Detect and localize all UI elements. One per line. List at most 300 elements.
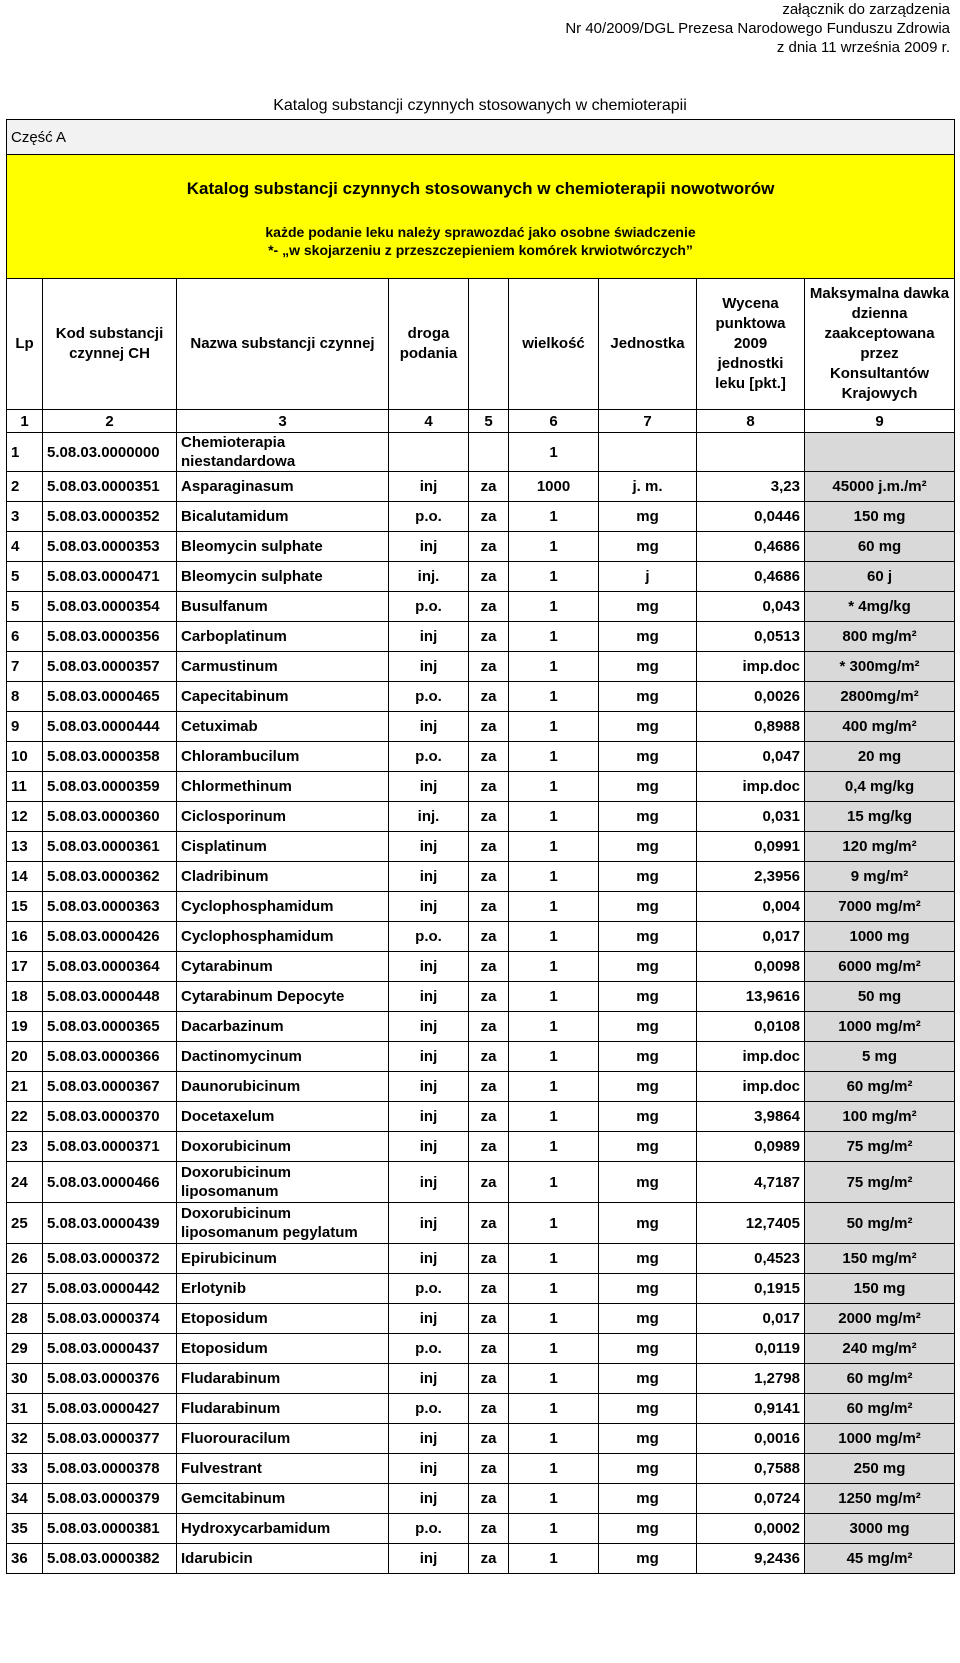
cell-droga: inj bbox=[389, 1544, 469, 1574]
cell-wielkosc: 1 bbox=[509, 1334, 599, 1364]
banner-cell bbox=[7, 155, 955, 279]
cell-jednostka: mg bbox=[599, 592, 697, 622]
cell-wycena: 0,043 bbox=[697, 592, 805, 622]
cell-droga: inj bbox=[389, 652, 469, 682]
table-row bbox=[7, 982, 955, 1012]
cell-dawka: 20 mg bbox=[805, 742, 955, 772]
cell-wielkosc: 1 bbox=[509, 1544, 599, 1574]
col-number: 4 bbox=[389, 410, 469, 433]
table-row bbox=[7, 1394, 955, 1424]
cell-lp: 8 bbox=[7, 682, 43, 712]
cell-lp: 22 bbox=[7, 1102, 43, 1132]
cell-wycena: 0,8988 bbox=[697, 712, 805, 742]
cell-kod: 5.08.03.0000466 bbox=[43, 1162, 177, 1203]
cell-lp: 33 bbox=[7, 1454, 43, 1484]
cell-jednostka: mg bbox=[599, 622, 697, 652]
cell-lp: 14 bbox=[7, 862, 43, 892]
cell-droga: p.o. bbox=[389, 682, 469, 712]
cell-nazwa: Bleomycin sulphate bbox=[177, 532, 389, 562]
table-row bbox=[7, 1102, 955, 1132]
cell-kod: 5.08.03.0000370 bbox=[43, 1102, 177, 1132]
cell-jednostka: j. m. bbox=[599, 472, 697, 502]
cell-wielkosc: 1 bbox=[509, 772, 599, 802]
cell-lp: 7 bbox=[7, 652, 43, 682]
cell-wycena: 13,9616 bbox=[697, 982, 805, 1012]
cell-wycena: 0,4523 bbox=[697, 1244, 805, 1274]
cell-jednostka: mg bbox=[599, 922, 697, 952]
cell-droga: inj bbox=[389, 772, 469, 802]
cell-wielkosc: 1 bbox=[509, 1514, 599, 1544]
cell-droga: inj bbox=[389, 982, 469, 1012]
cell-dawka: 100 mg/m² bbox=[805, 1102, 955, 1132]
cell-kod: 5.08.03.0000356 bbox=[43, 622, 177, 652]
cell-wielkosc: 1 bbox=[509, 1454, 599, 1484]
cell-za: za bbox=[469, 952, 509, 982]
cell-za: za bbox=[469, 502, 509, 532]
cell-wycena: 0,017 bbox=[697, 1304, 805, 1334]
cell-wycena: 0,0098 bbox=[697, 952, 805, 982]
cell-wielkosc: 1 bbox=[509, 1364, 599, 1394]
cell-lp: 19 bbox=[7, 1012, 43, 1042]
cell-wielkosc: 1 bbox=[509, 1304, 599, 1334]
cell-dawka: 60 mg/m² bbox=[805, 1364, 955, 1394]
cell-jednostka bbox=[599, 433, 697, 472]
cell-lp: 11 bbox=[7, 772, 43, 802]
cell-dawka: 60 j bbox=[805, 562, 955, 592]
cell-jednostka: mg bbox=[599, 952, 697, 982]
header-wycena: Wycena punktowa 2009 jednostki leku [pkt.] bbox=[697, 279, 805, 410]
table-row bbox=[7, 892, 955, 922]
header-lp: Lp bbox=[7, 279, 43, 410]
cell-za bbox=[469, 433, 509, 472]
cell-kod: 5.08.03.0000358 bbox=[43, 742, 177, 772]
cell-kod: 5.08.03.0000359 bbox=[43, 772, 177, 802]
cell-kod: 5.08.03.0000437 bbox=[43, 1334, 177, 1364]
cell-wielkosc: 1 bbox=[509, 1132, 599, 1162]
cell-wielkosc: 1 bbox=[509, 1072, 599, 1102]
cell-jednostka: mg bbox=[599, 1424, 697, 1454]
cell-kod: 5.08.03.0000366 bbox=[43, 1042, 177, 1072]
substances-table bbox=[6, 119, 955, 1574]
cell-droga: p.o. bbox=[389, 1394, 469, 1424]
cell-nazwa: Doxorubicinum liposomanum bbox=[177, 1162, 389, 1203]
cell-lp: 15 bbox=[7, 892, 43, 922]
attachment-note bbox=[565, 0, 950, 57]
cell-droga: p.o. bbox=[389, 502, 469, 532]
cell-droga: inj bbox=[389, 1132, 469, 1162]
cell-droga: inj bbox=[389, 862, 469, 892]
cell-wycena: 0,7588 bbox=[697, 1454, 805, 1484]
cell-dawka: 15 mg/kg bbox=[805, 802, 955, 832]
col-number: 6 bbox=[509, 410, 599, 433]
cell-dawka: 75 mg/m² bbox=[805, 1162, 955, 1203]
cell-wielkosc: 1 bbox=[509, 1203, 599, 1244]
cell-za: za bbox=[469, 562, 509, 592]
banner-row bbox=[7, 155, 955, 279]
cell-droga: inj bbox=[389, 1244, 469, 1274]
cell-jednostka: j bbox=[599, 562, 697, 592]
cell-dawka: 45000 j.m./m² bbox=[805, 472, 955, 502]
part-label: Część A bbox=[7, 120, 955, 155]
cell-wycena: 0,0002 bbox=[697, 1514, 805, 1544]
cell-za: za bbox=[469, 622, 509, 652]
cell-wielkosc: 1 bbox=[509, 982, 599, 1012]
cell-za: za bbox=[469, 802, 509, 832]
cell-dawka: 0,4 mg/kg bbox=[805, 772, 955, 802]
cell-lp: 1 bbox=[7, 433, 43, 472]
table-row bbox=[7, 1203, 955, 1244]
cell-wielkosc: 1 bbox=[509, 832, 599, 862]
cell-lp: 4 bbox=[7, 532, 43, 562]
cell-kod: 5.08.03.0000376 bbox=[43, 1364, 177, 1394]
col-number: 7 bbox=[599, 410, 697, 433]
cell-lp: 20 bbox=[7, 1042, 43, 1072]
cell-za: za bbox=[469, 1203, 509, 1244]
cell-jednostka: mg bbox=[599, 1072, 697, 1102]
cell-lp: 34 bbox=[7, 1484, 43, 1514]
table-row bbox=[7, 1484, 955, 1514]
table-row bbox=[7, 1364, 955, 1394]
cell-droga: p.o. bbox=[389, 1274, 469, 1304]
cell-lp: 32 bbox=[7, 1424, 43, 1454]
table-row bbox=[7, 1454, 955, 1484]
cell-wielkosc: 1 bbox=[509, 622, 599, 652]
cell-za: za bbox=[469, 772, 509, 802]
cell-wycena: 2,3956 bbox=[697, 862, 805, 892]
cell-nazwa: Erlotynib bbox=[177, 1274, 389, 1304]
cell-droga: p.o. bbox=[389, 1514, 469, 1544]
cell-za: za bbox=[469, 832, 509, 862]
cell-wycena: 3,23 bbox=[697, 472, 805, 502]
cell-wycena: 0,0513 bbox=[697, 622, 805, 652]
cell-wielkosc: 1 bbox=[509, 652, 599, 682]
cell-wycena: 1,2798 bbox=[697, 1364, 805, 1394]
cell-kod: 5.08.03.0000361 bbox=[43, 832, 177, 862]
cell-wielkosc: 1 bbox=[509, 742, 599, 772]
table-row bbox=[7, 1304, 955, 1334]
table-row bbox=[7, 502, 955, 532]
cell-nazwa: Fludarabinum bbox=[177, 1364, 389, 1394]
cell-za: za bbox=[469, 1072, 509, 1102]
cell-wielkosc: 1 bbox=[509, 922, 599, 952]
cell-droga: inj. bbox=[389, 562, 469, 592]
table-row bbox=[7, 1042, 955, 1072]
table-row bbox=[7, 1244, 955, 1274]
col-number: 1 bbox=[7, 410, 43, 433]
cell-jednostka: mg bbox=[599, 1132, 697, 1162]
cell-dawka: 1250 mg/m² bbox=[805, 1484, 955, 1514]
cell-za: za bbox=[469, 862, 509, 892]
cell-droga: inj bbox=[389, 472, 469, 502]
cell-droga: inj bbox=[389, 1012, 469, 1042]
col-number: 8 bbox=[697, 410, 805, 433]
cell-wycena bbox=[697, 433, 805, 472]
cell-za: za bbox=[469, 1042, 509, 1072]
cell-droga: p.o. bbox=[389, 1334, 469, 1364]
cell-kod: 5.08.03.0000378 bbox=[43, 1454, 177, 1484]
cell-droga: inj bbox=[389, 952, 469, 982]
cell-nazwa: Capecitabinum bbox=[177, 682, 389, 712]
cell-nazwa: Bicalutamidum bbox=[177, 502, 389, 532]
cell-nazwa: Fulvestrant bbox=[177, 1454, 389, 1484]
cell-jednostka: mg bbox=[599, 712, 697, 742]
cell-za: za bbox=[469, 1364, 509, 1394]
header-wielkosc: wielkość bbox=[509, 279, 599, 410]
cell-lp: 26 bbox=[7, 1244, 43, 1274]
cell-nazwa: Busulfanum bbox=[177, 592, 389, 622]
cell-nazwa: Cladribinum bbox=[177, 862, 389, 892]
cell-kod: 5.08.03.0000362 bbox=[43, 862, 177, 892]
cell-za: za bbox=[469, 1544, 509, 1574]
cell-droga: inj bbox=[389, 1203, 469, 1244]
cell-jednostka: mg bbox=[599, 1012, 697, 1042]
cell-dawka: 60 mg/m² bbox=[805, 1072, 955, 1102]
cell-droga: inj bbox=[389, 1454, 469, 1484]
cell-kod: 5.08.03.0000377 bbox=[43, 1424, 177, 1454]
cell-wielkosc: 1 bbox=[509, 433, 599, 472]
table-row bbox=[7, 862, 955, 892]
cell-kod: 5.08.03.0000442 bbox=[43, 1274, 177, 1304]
attachment-line-3: z dnia 11 września 2009 r. bbox=[776, 39, 950, 56]
cell-wycena: 0,4686 bbox=[697, 562, 805, 592]
cell-lp: 23 bbox=[7, 1132, 43, 1162]
table-row bbox=[7, 1162, 955, 1203]
table-row bbox=[7, 592, 955, 622]
cell-nazwa: Gemcitabinum bbox=[177, 1484, 389, 1514]
cell-kod: 5.08.03.0000381 bbox=[43, 1514, 177, 1544]
table-row bbox=[7, 433, 955, 472]
cell-wycena: 0,017 bbox=[697, 922, 805, 952]
cell-wielkosc: 1 bbox=[509, 682, 599, 712]
cell-kod: 5.08.03.0000354 bbox=[43, 592, 177, 622]
cell-dawka: 45 mg/m² bbox=[805, 1544, 955, 1574]
cell-kod: 5.08.03.0000427 bbox=[43, 1394, 177, 1424]
cell-za: za bbox=[469, 1334, 509, 1364]
cell-wycena: 9,2436 bbox=[697, 1544, 805, 1574]
cell-za: za bbox=[469, 1132, 509, 1162]
cell-jednostka: mg bbox=[599, 1102, 697, 1132]
cell-wycena: 0,004 bbox=[697, 892, 805, 922]
col-number: 3 bbox=[177, 410, 389, 433]
cell-jednostka: mg bbox=[599, 772, 697, 802]
cell-dawka: 1000 mg/m² bbox=[805, 1424, 955, 1454]
cell-lp: 10 bbox=[7, 742, 43, 772]
cell-droga: inj bbox=[389, 832, 469, 862]
cell-jednostka: mg bbox=[599, 802, 697, 832]
cell-nazwa: Fludarabinum bbox=[177, 1394, 389, 1424]
cell-jednostka: mg bbox=[599, 982, 697, 1012]
cell-za: za bbox=[469, 1484, 509, 1514]
cell-kod: 5.08.03.0000382 bbox=[43, 1544, 177, 1574]
cell-nazwa: Dacarbazinum bbox=[177, 1012, 389, 1042]
cell-lp: 36 bbox=[7, 1544, 43, 1574]
cell-wielkosc: 1 bbox=[509, 1274, 599, 1304]
table-row bbox=[7, 832, 955, 862]
col-number: 2 bbox=[43, 410, 177, 433]
cell-kod: 5.08.03.0000364 bbox=[43, 952, 177, 982]
cell-za: za bbox=[469, 1394, 509, 1424]
cell-wielkosc: 1 bbox=[509, 1244, 599, 1274]
cell-jednostka: mg bbox=[599, 892, 697, 922]
cell-wielkosc: 1 bbox=[509, 1424, 599, 1454]
cell-kod: 5.08.03.0000426 bbox=[43, 922, 177, 952]
cell-dawka: 75 mg/m² bbox=[805, 1132, 955, 1162]
cell-wielkosc: 1 bbox=[509, 562, 599, 592]
cell-za: za bbox=[469, 1012, 509, 1042]
cell-droga bbox=[389, 433, 469, 472]
cell-nazwa: Cytarabinum bbox=[177, 952, 389, 982]
cell-kod: 5.08.03.0000465 bbox=[43, 682, 177, 712]
cell-wycena: 4,7187 bbox=[697, 1162, 805, 1203]
cell-nazwa: Docetaxelum bbox=[177, 1102, 389, 1132]
cell-lp: 2 bbox=[7, 472, 43, 502]
cell-wielkosc: 1 bbox=[509, 952, 599, 982]
cell-dawka: 1000 mg/m² bbox=[805, 1012, 955, 1042]
header-dawka: Maksymalna dawka dzienna zaakceptowana przez Konsultantów Krajowych bbox=[805, 279, 955, 410]
cell-jednostka: mg bbox=[599, 1334, 697, 1364]
cell-nazwa: Chlormethinum bbox=[177, 772, 389, 802]
cell-wycena: 0,0989 bbox=[697, 1132, 805, 1162]
cell-kod: 5.08.03.0000352 bbox=[43, 502, 177, 532]
cell-lp: 6 bbox=[7, 622, 43, 652]
cell-dawka: 240 mg/m² bbox=[805, 1334, 955, 1364]
cell-kod: 5.08.03.0000351 bbox=[43, 472, 177, 502]
table-row bbox=[7, 682, 955, 712]
cell-dawka: 2800mg/m² bbox=[805, 682, 955, 712]
cell-lp: 25 bbox=[7, 1203, 43, 1244]
cell-wycena: 0,0119 bbox=[697, 1334, 805, 1364]
cell-nazwa: Hydroxycarbamidum bbox=[177, 1514, 389, 1544]
cell-lp: 31 bbox=[7, 1394, 43, 1424]
cell-wielkosc: 1 bbox=[509, 712, 599, 742]
cell-droga: inj bbox=[389, 1162, 469, 1203]
cell-wielkosc: 1 bbox=[509, 1042, 599, 1072]
table-row bbox=[7, 712, 955, 742]
cell-za: za bbox=[469, 892, 509, 922]
cell-droga: inj bbox=[389, 712, 469, 742]
banner-title: Katalog substancji czynnych stosowanych w chemioterapii nowotworów bbox=[186, 178, 775, 198]
cell-kod: 5.08.03.0000360 bbox=[43, 802, 177, 832]
cell-lp: 16 bbox=[7, 922, 43, 952]
cell-lp: 24 bbox=[7, 1162, 43, 1203]
cell-nazwa: Cisplatinum bbox=[177, 832, 389, 862]
cell-wycena: 0,0016 bbox=[697, 1424, 805, 1454]
cell-kod: 5.08.03.0000363 bbox=[43, 892, 177, 922]
cell-dawka: 50 mg bbox=[805, 982, 955, 1012]
cell-wycena: 0,0108 bbox=[697, 1012, 805, 1042]
cell-kod: 5.08.03.0000372 bbox=[43, 1244, 177, 1274]
cell-jednostka: mg bbox=[599, 1244, 697, 1274]
banner-subtitle-2: *- „w skojarzeniu z przeszczepieniem komórek krwiotwórczych” bbox=[268, 241, 693, 258]
cell-wielkosc: 1 bbox=[509, 502, 599, 532]
cell-wycena: imp.doc bbox=[697, 652, 805, 682]
cell-dawka: 2000 mg/m² bbox=[805, 1304, 955, 1334]
cell-jednostka: mg bbox=[599, 1203, 697, 1244]
cell-droga: inj bbox=[389, 532, 469, 562]
cell-wycena: 0,0991 bbox=[697, 832, 805, 862]
cell-nazwa: Etoposidum bbox=[177, 1304, 389, 1334]
table-row bbox=[7, 1334, 955, 1364]
cell-dawka: * 4mg/kg bbox=[805, 592, 955, 622]
attachment-line-2: Nr 40/2009/DGL Prezesa Narodowego Funduszu Zdrowia bbox=[565, 20, 950, 37]
cell-za: za bbox=[469, 712, 509, 742]
cell-wielkosc: 1 bbox=[509, 862, 599, 892]
cell-za: za bbox=[469, 1162, 509, 1203]
cell-jednostka: mg bbox=[599, 1544, 697, 1574]
cell-lp: 28 bbox=[7, 1304, 43, 1334]
cell-kod: 5.08.03.0000471 bbox=[43, 562, 177, 592]
cell-droga: p.o. bbox=[389, 592, 469, 622]
part-row bbox=[7, 120, 955, 155]
cell-wycena: imp.doc bbox=[697, 1072, 805, 1102]
cell-dawka: 150 mg bbox=[805, 502, 955, 532]
cell-nazwa: Fluorouracilum bbox=[177, 1424, 389, 1454]
cell-kod: 5.08.03.0000353 bbox=[43, 532, 177, 562]
cell-lp: 9 bbox=[7, 712, 43, 742]
cell-dawka: 7000 mg/m² bbox=[805, 892, 955, 922]
cell-kod: 5.08.03.0000367 bbox=[43, 1072, 177, 1102]
cell-jednostka: mg bbox=[599, 1042, 697, 1072]
cell-nazwa: Chlorambucilum bbox=[177, 742, 389, 772]
cell-za: za bbox=[469, 1304, 509, 1334]
cell-lp: 35 bbox=[7, 1514, 43, 1544]
cell-lp: 17 bbox=[7, 952, 43, 982]
cell-wielkosc: 1 bbox=[509, 892, 599, 922]
cell-za: za bbox=[469, 922, 509, 952]
cell-kod: 5.08.03.0000357 bbox=[43, 652, 177, 682]
cell-wycena: 0,047 bbox=[697, 742, 805, 772]
cell-lp: 29 bbox=[7, 1334, 43, 1364]
header-row bbox=[7, 279, 955, 410]
cell-lp: 30 bbox=[7, 1364, 43, 1394]
cell-nazwa: Idarubicin bbox=[177, 1544, 389, 1574]
cell-za: za bbox=[469, 742, 509, 772]
col-number: 9 bbox=[805, 410, 955, 433]
table-row bbox=[7, 622, 955, 652]
cell-droga: inj bbox=[389, 1072, 469, 1102]
table-row bbox=[7, 1274, 955, 1304]
cell-za: za bbox=[469, 1244, 509, 1274]
cell-wielkosc: 1 bbox=[509, 1162, 599, 1203]
table-row bbox=[7, 802, 955, 832]
cell-jednostka: mg bbox=[599, 652, 697, 682]
cell-jednostka: mg bbox=[599, 1274, 697, 1304]
cell-dawka: 800 mg/m² bbox=[805, 622, 955, 652]
header-kod: Kod substancji czynnej CH bbox=[43, 279, 177, 410]
cell-wielkosc: 1 bbox=[509, 532, 599, 562]
cell-nazwa: Etoposidum bbox=[177, 1334, 389, 1364]
cell-dawka: 60 mg bbox=[805, 532, 955, 562]
cell-lp: 18 bbox=[7, 982, 43, 1012]
cell-wielkosc: 1 bbox=[509, 1012, 599, 1042]
cell-jednostka: mg bbox=[599, 502, 697, 532]
cell-za: za bbox=[469, 652, 509, 682]
cell-dawka: 9 mg/m² bbox=[805, 862, 955, 892]
table-row bbox=[7, 952, 955, 982]
cell-droga: p.o. bbox=[389, 742, 469, 772]
cell-kod: 5.08.03.0000379 bbox=[43, 1484, 177, 1514]
cell-wycena: imp.doc bbox=[697, 1042, 805, 1072]
cell-wielkosc: 1 bbox=[509, 1484, 599, 1514]
cell-dawka: 250 mg bbox=[805, 1454, 955, 1484]
cell-nazwa: Daunorubicinum bbox=[177, 1072, 389, 1102]
cell-nazwa: Cytarabinum Depocyte bbox=[177, 982, 389, 1012]
cell-jednostka: mg bbox=[599, 1484, 697, 1514]
cell-za: za bbox=[469, 592, 509, 622]
cell-za: za bbox=[469, 532, 509, 562]
cell-wielkosc: 1 bbox=[509, 802, 599, 832]
cell-za: za bbox=[469, 1102, 509, 1132]
